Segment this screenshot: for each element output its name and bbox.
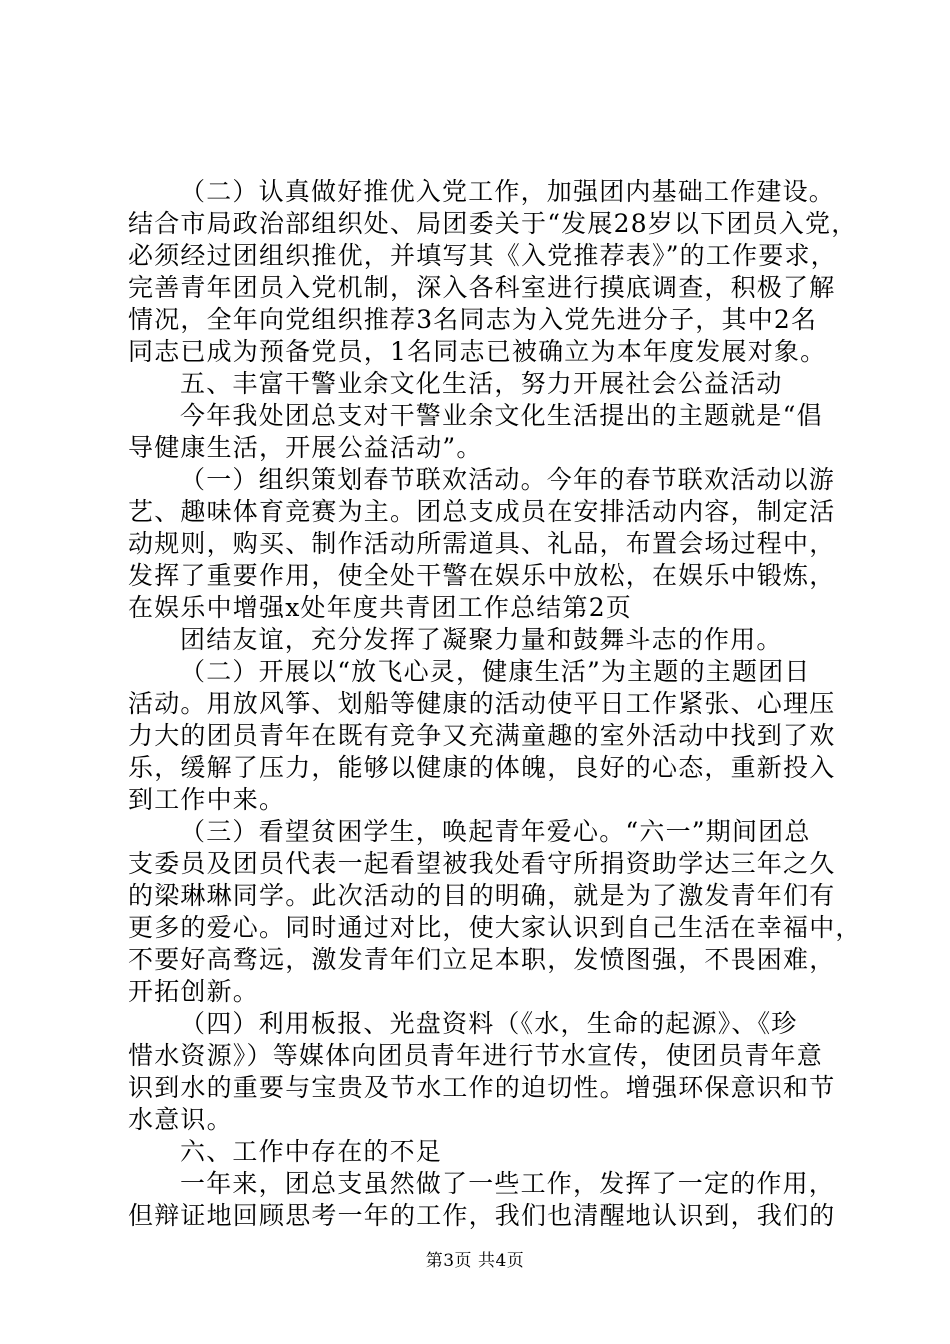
text-line: 开拓创新。 bbox=[128, 977, 260, 1006]
text-line: 不要好高骛远，激发青年们立足本职，发愤图强，不畏困难， bbox=[128, 945, 836, 974]
text-line: 同志已成为预备党员，1名同志已被确立为本年度发展对象。 bbox=[128, 337, 827, 366]
text-line: 但辩证地回顾思考一年的工作，我们也清醒地认识到，我们的 bbox=[128, 1201, 836, 1230]
text-line: 导健康生活，开展公益活动”。 bbox=[128, 433, 483, 462]
text-line: 动规则，购买、制作活动所需道具、礼品，布置会场过程中， bbox=[128, 529, 836, 558]
text-line: 水意识。 bbox=[128, 1105, 233, 1134]
text-line: 完善青年团员入党机制，深入各科室进行摸底调查，积极了解 bbox=[128, 273, 836, 302]
section-heading: 六、工作中存在的不足 bbox=[180, 1137, 443, 1166]
text-line: 一年来，团总支虽然做了一些工作，发挥了一定的作用， bbox=[180, 1169, 836, 1198]
section-heading: 五、丰富干警业余文化生活，努力开展社会公益活动 bbox=[180, 369, 783, 398]
page-footer: 第3页 共4页 bbox=[425, 1251, 525, 1271]
text-line: 活动。用放风筝、划船等健康的活动使平日工作紧张、心理压 bbox=[128, 689, 836, 718]
text-line: （一）组织策划春节联欢活动。今年的春节联欢活动以游 bbox=[180, 465, 836, 494]
text-line: 力大的团员青年在既有竞争又充满童趣的室外活动中找到了欢 bbox=[128, 721, 836, 750]
text-line: 团结友谊，充分发挥了凝聚力量和鼓舞斗志的作用。 bbox=[180, 625, 783, 654]
text-line: 支委员及团员代表一起看望被我处看守所捐资助学达三年之久 bbox=[128, 849, 836, 878]
text-line: 艺、趣味体育竞赛为主。团总支成员在安排活动内容，制定活 bbox=[128, 497, 836, 526]
text-line: 必须经过团组织推优，并填写其《入党推荐表》”的工作要求， bbox=[128, 241, 837, 270]
text-line: （二）开展以“放飞心灵，健康生活”为主题的主题团日 bbox=[180, 657, 811, 686]
text-line: 在娱乐中增强x处年度共青团工作总结第2页 bbox=[128, 593, 633, 622]
text-line: 的梁琳琳同学。此次活动的目的明确，就是为了激发青年们有 bbox=[128, 881, 836, 910]
text-line: 到工作中来。 bbox=[128, 785, 286, 814]
text-line: （四）利用板报、光盘资料（《水，生命的起源》、《珍 bbox=[180, 1009, 798, 1038]
text-line: 识到水的重要与宝贵及节水工作的迫切性。增强环保意识和节 bbox=[128, 1073, 836, 1102]
text-line: （三）看望贫困学生，唤起青年爱心。“六一”期间团总 bbox=[180, 817, 811, 846]
text-line: 惜水资源》）等媒体向团员青年进行节水宣传，使团员青年意 bbox=[128, 1041, 823, 1070]
text-line: 发挥了重要作用，使全处干警在娱乐中放松，在娱乐中锻炼， bbox=[128, 561, 836, 590]
text-line: （二）认真做好推优入党工作，加强团内基础工作建设。 bbox=[180, 177, 836, 206]
text-line: 更多的爱心。同时通过对比，使大家认识到自己生活在幸福中， bbox=[128, 913, 862, 942]
text-line: 结合市局政治部组织处、局团委关于“发展28岁以下团员入党， bbox=[128, 209, 858, 238]
text-line: 乐，缓解了压力，能够以健康的体魄，良好的心态，重新投入 bbox=[128, 753, 836, 782]
text-line: 今年我处团总支对干警业余文化生活提出的主题就是“倡 bbox=[180, 401, 823, 430]
text-line: 情况，全年向党组织推荐3名同志为入党先进分子，其中2名 bbox=[128, 305, 818, 334]
